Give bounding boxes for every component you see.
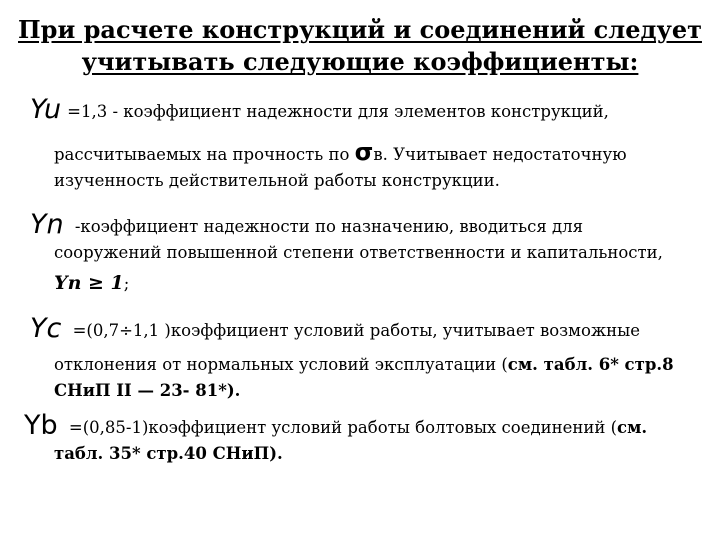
yc-symbol: Yc [30,313,62,344]
yn-condition: Yn ≥ 1 [54,272,124,294]
yu-text-3: изученность действительной работы конструкции. [54,171,500,190]
yb-reference-2: табл. 35* стр.40 СНиП [54,444,270,463]
yu-text-2b: в. Учитывает недостаточную [373,145,627,164]
yc-reference-1: см. табл. 6* стр.8 [507,355,674,374]
yc-value: =(0,7÷1,1 ) [67,321,171,340]
yb-text-2-end: ). [269,444,283,463]
yc-coefficient-block [30,313,710,404]
title-line-1: При расчете конструкций и соединений следует [18,15,702,44]
yb-coefficient-block [24,410,704,467]
title-line-2: учитывать следующие коэффициенты: [81,47,639,76]
sigma-symbol: σ [354,138,374,166]
yb-value: =(0,85-1) [63,418,149,437]
yc-text-1: коэффициент условий работы, учитывает возможные [170,321,641,340]
yu-text-1: коэффициент надежности для элементов конструкций, [118,102,609,121]
yb-text-1: коэффициент условий работы болтовых соединений ( [148,418,618,437]
yn-symbol: Yn [30,209,64,240]
yn-coefficient-block [30,209,710,297]
yc-text-2a: отклонения от нормальных условий эксплуатации ( [54,355,508,374]
yn-text-2: сооружений повышенной степени ответственности и капитальности, [54,243,663,262]
yn-condition-end: ; [123,274,130,293]
yu-text-2a: рассчитываемых на прочность по [54,145,355,164]
yu-coefficient-block [30,94,710,194]
yu-symbol: Yu [30,94,62,125]
page-title [0,14,720,78]
yu-value: =1,3 - [67,102,119,121]
yb-reference-1: см. [617,418,648,437]
yn-text-1: -коэффициент надежности по назначению, вводиться для [69,217,584,236]
yb-symbol: Yb [24,410,58,441]
yc-reference-2: СНиП II — 23- 81* [54,381,227,400]
yc-text-3-end: ). [226,381,241,400]
